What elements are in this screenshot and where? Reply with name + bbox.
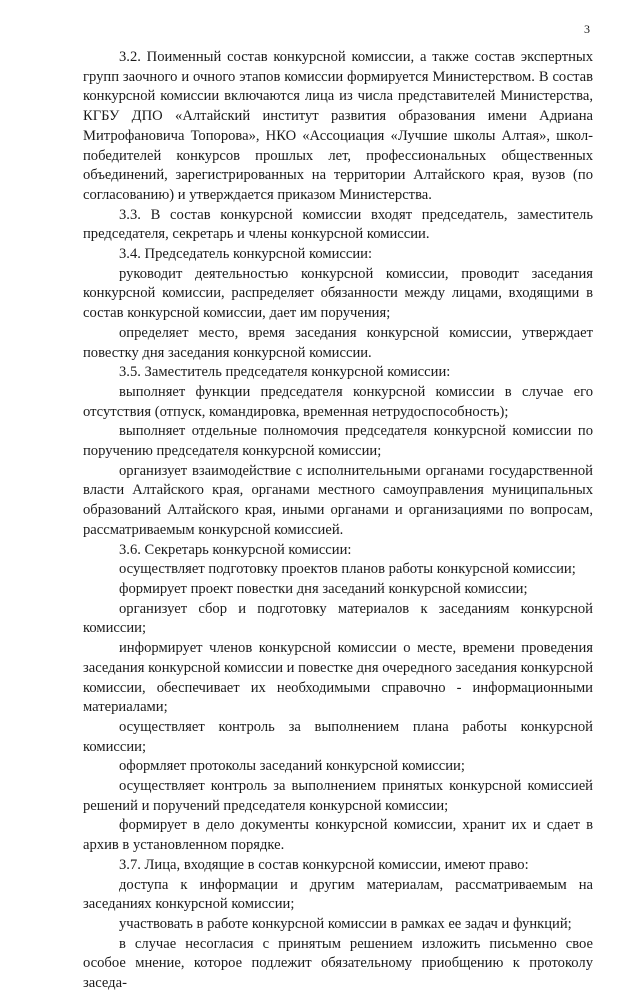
page-number: 3 bbox=[584, 22, 590, 36]
paragraph-3-6-heading: 3.6. Секретарь конкурсной комиссии: bbox=[119, 541, 352, 558]
paragraph-secretary-duty-6: оформляет протоколы заседаний конкурсной комиссии; bbox=[119, 758, 465, 775]
paragraph-member-right-3: в случае несогласия с принятым решением изложить письменно свое особое мнение, которое подлежит обязательному приобщению к протоколу заседа- bbox=[83, 935, 593, 992]
paragraph-chair-duty-1: руководит деятельностью конкурсной комиссии, проводит заседания конкурсной комиссии, распределяет обязанности между лицами, входящими в состав конкурсной комиссии, дает им поручения; bbox=[83, 265, 593, 322]
paragraph-chair-duty-2: определяет место, время заседания конкурсной комиссии, утверждает повестку дня заседания конкурсной комиссии. bbox=[83, 324, 593, 361]
paragraph-deputy-duty-1: выполняет функции председателя конкурсной комиссии в случае его отсутствия (отпуск, командировка, временная нетрудоспособность); bbox=[83, 383, 593, 420]
document-body bbox=[83, 48, 593, 994]
paragraph-secretary-duty-3: организует сбор и подготовку материалов к заседаниям конкурсной комиссии; bbox=[83, 600, 593, 637]
paragraph-secretary-duty-5: осуществляет контроль за выполнением плана работы конкурсной комиссии; bbox=[83, 718, 593, 755]
paragraph-member-right-2: участвовать в работе конкурсной комиссии в рамках ее задач и функций; bbox=[119, 915, 572, 932]
paragraph-3-5-heading: 3.5. Заместитель председателя конкурсной комиссии: bbox=[119, 364, 451, 381]
paragraph-3-3: 3.3. В состав конкурсной комиссии входят председатель, заместитель председателя, секретарь и члены конкурсной комиссии. bbox=[83, 206, 593, 243]
paragraph-deputy-duty-2: выполняет отдельные полномочия председателя конкурсной комиссии по поручению председателя конкурсной комиссии; bbox=[83, 423, 593, 460]
paragraph-3-7-heading: 3.7. Лица, входящие в состав конкурсной комиссии, имеют право: bbox=[119, 856, 529, 873]
paragraph-secretary-duty-7: осуществляет контроль за выполнением принятых конкурсной комиссией решений и поручений председателя конкурсной комиссии; bbox=[83, 778, 593, 814]
paragraph-member-right-1: доступа к информации и другим материалам, рассматриваемым на заседаниях конкурсной комиссии; bbox=[83, 876, 593, 913]
paragraph-secretary-duty-4: информирует членов конкурсной комиссии о месте, времени проведения заседания конкурсной комиссии и повестке дня очередного заседания конкурсной комиссии, обеспечивает их необходимыми справочно - информационными материалами; bbox=[83, 640, 594, 716]
paragraph-deputy-duty-3: организует взаимодействие с исполнительными органами государственной власти Алтайского края, органами местного самоуправления муниципальных образований Алтайского края, иными органами и организациями по вопросам, рассматриваемым конкурсной комиссией. bbox=[83, 462, 593, 538]
paragraph-secretary-duty-8: формирует в дело документы конкурсной комиссии, хранит их и сдает в архив в установленном порядке. bbox=[83, 817, 593, 854]
paragraph-secretary-duty-2: формирует проект повестки дня заседаний конкурсной комиссии; bbox=[119, 580, 528, 597]
paragraph-secretary-duty-1: осуществляет подготовку проектов планов работы конкурсной комиссии; bbox=[119, 561, 576, 578]
paragraph-3-2: 3.2. Поименный состав конкурсной комиссии, а также состав экспертных групп заочного и очного этапов комиссии формируется Министерством. В состав конкурсной комиссии включаются лица из числа представителей Министерства, КГБУ ДПО «Алтайский институт развития образования имени Адриана Митрофановича Топорова», НКО «Ассоциация «Лучшие школы Алтая», школ-победителей конкурсов прошлых лет, профессиональных общественных объединений, зарегистрированных на территории Алтайского края, вузов (по согласованию) и утверждается приказом Министерства. bbox=[83, 49, 593, 203]
paragraph-3-4-heading: 3.4. Председатель конкурсной комиссии: bbox=[119, 246, 373, 263]
